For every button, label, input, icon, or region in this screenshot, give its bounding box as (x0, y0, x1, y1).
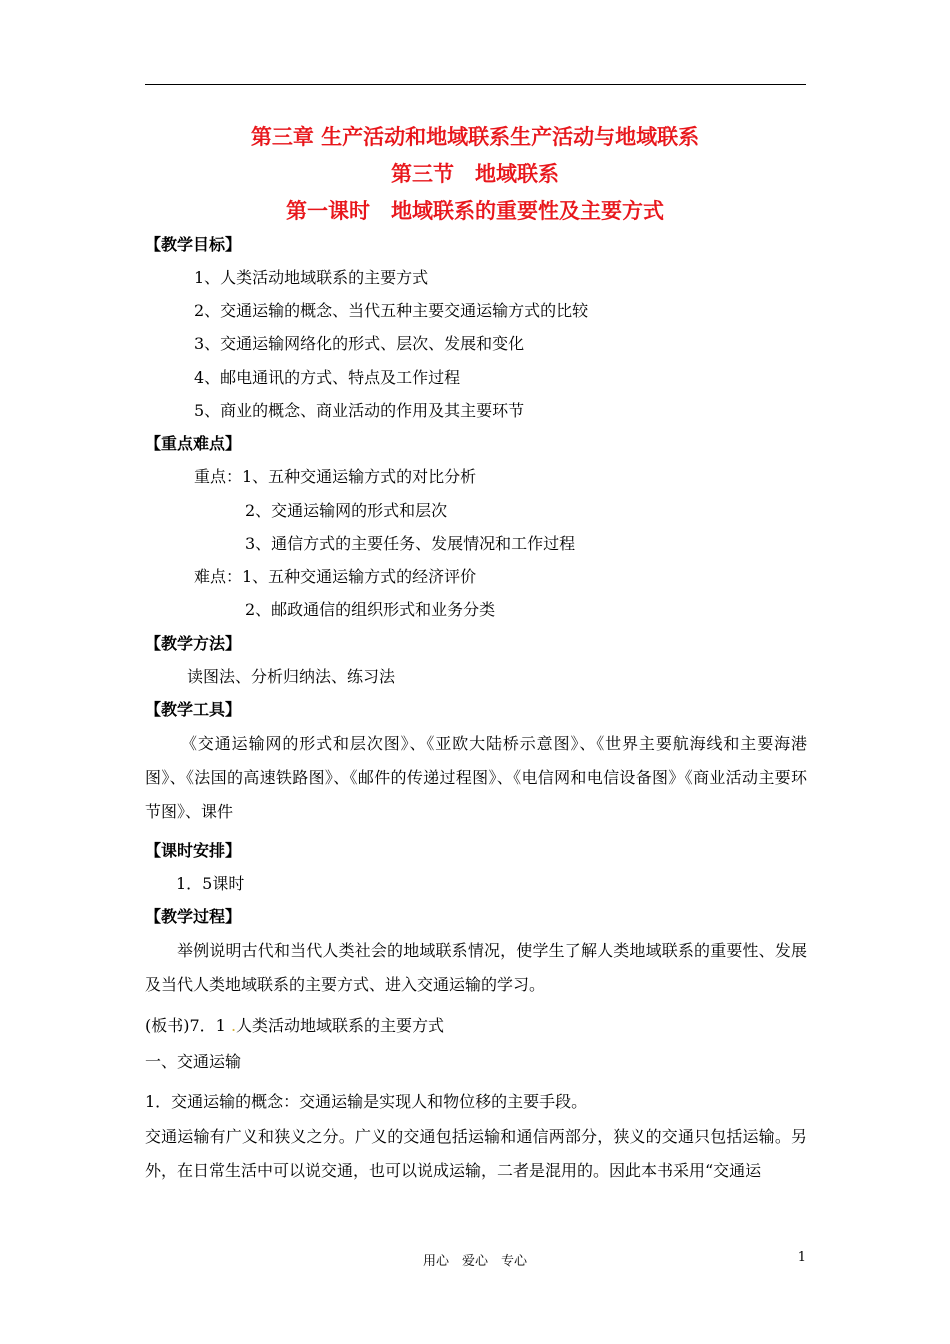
objective-item: 1、人类活动地域联系的主要方式 (194, 268, 429, 287)
process-heading: 【教学过程】 (145, 907, 242, 926)
concept-line: 1．交通运输的概念：交通运输是实现人和物位移的主要手段。 (145, 1092, 588, 1111)
process-intro: 举例说明古代和当代人类社会的地域联系情况，使学生了解人类地域联系的重要性、发展及当代人类地域联系的主要方式、进入交通运输的学习。 (145, 941, 807, 994)
methods-heading: 【教学方法】 (145, 634, 242, 653)
tools-text: 《交通运输网的形式和层次图》、《亚欧大陆桥示意图》、《世界主要航海线和主要海港图》、《法国的高速铁路图》、《邮件的传递过程图》、《电信网和电信设备图》《商业活动主要环节图》、课件 (145, 734, 807, 821)
board-dot: . (230, 1016, 237, 1035)
difficulty-item: 2、邮政通信的组织形式和业务分类 (245, 600, 496, 619)
board-prefix: (板书)7．1 (145, 1016, 226, 1035)
methods-text: 读图法、分析归纳法、练习法 (187, 667, 396, 686)
board-text: 人类活动地域联系的主要方式 (236, 1016, 445, 1035)
lesson-title: 第一课时 地域联系的重要性及主要方式 (286, 199, 664, 223)
objective-item: 4、邮电通讯的方式、特点及工作过程 (194, 368, 461, 387)
tools-heading: 【教学工具】 (145, 700, 242, 719)
key-points-heading: 【重点难点】 (145, 434, 242, 453)
section-title: 第三节 地域联系 (391, 162, 559, 186)
section-one-heading: 一、交通运输 (145, 1052, 242, 1071)
objective-item: 5、商业的概念、商业活动的作用及其主要环节 (194, 401, 525, 420)
board-note (145, 1016, 444, 1036)
objective-item: 2、交通运输的概念、当代五种主要交通运输方式的比较 (194, 301, 589, 320)
chapter-title: 第三章 生产活动和地域联系生产活动与地域联系 (250, 125, 700, 149)
focus-item: 3、通信方式的主要任务、发展情况和工作过程 (245, 534, 576, 553)
page-number: 1 (797, 1250, 806, 1265)
footer-motto: 用心 爱心 专心 (422, 1254, 527, 1269)
focus-item: 重点：1、五种交通运输方式的对比分析 (194, 467, 477, 486)
difficulty-item: 难点：1、五种交通运输方式的经济评价 (194, 567, 477, 586)
header-rule (145, 84, 806, 85)
objective-item: 3、交通运输网络化的形式、层次、发展和变化 (194, 334, 525, 353)
schedule-heading: 【课时安排】 (145, 841, 242, 860)
focus-item: 2、交通运输网的形式和层次 (245, 501, 448, 520)
process-paragraph: 交通运输有广义和狭义之分。广义的交通包括运输和通信两部分，狭义的交通只包括运输。另外，在日常生活中可以说交通，也可以说成运输，二者是混用的。因此本书采用“交通运 (145, 1127, 807, 1180)
objectives-heading: 【教学目标】 (145, 235, 242, 254)
schedule-text: 1．5课时 (176, 874, 245, 893)
